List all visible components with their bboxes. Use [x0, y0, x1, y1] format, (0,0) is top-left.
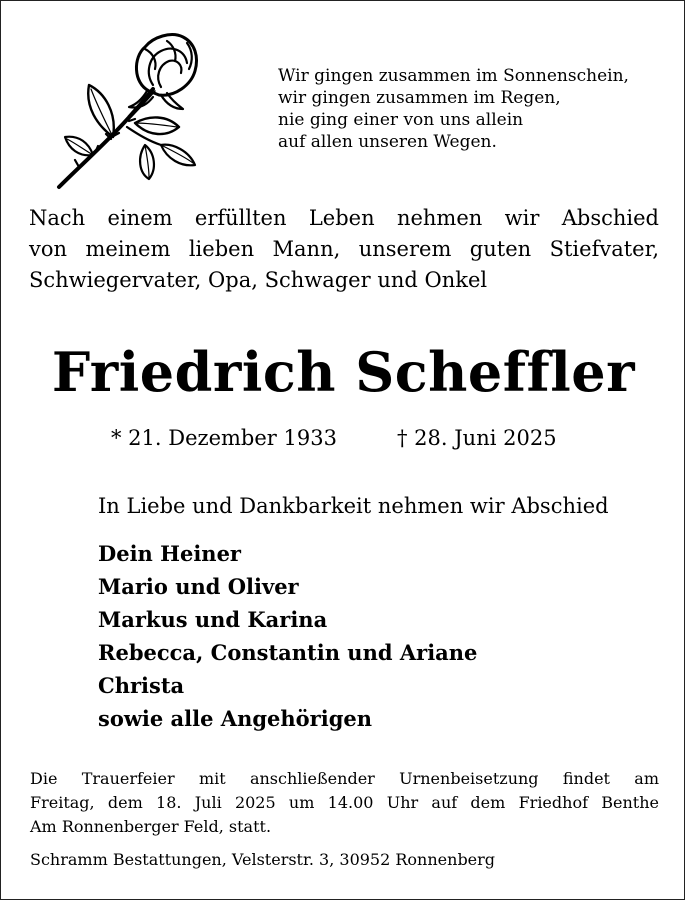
poem-line: Wir gingen zusammen im Sonnenschein,: [278, 66, 629, 86]
intro-line: Nach einem erfüllten Leben nehmen wir Abschied: [29, 206, 659, 230]
poem-line: wir gingen zusammen im Regen,: [278, 88, 561, 108]
mourner-entry: sowie alle Angehörigen: [98, 706, 373, 731]
mourner-entry: Mario und Oliver: [98, 574, 299, 599]
service-line: Freitag, dem 18. Juli 2025 um 14.00 Uhr auf dem Friedhof Benthe: [30, 793, 659, 812]
rose-icon: [49, 27, 209, 195]
service-line: Die Trauerfeier mit anschließender Urnenbeisetzung findet am: [30, 769, 659, 788]
death-date: † 28. Juni 2025: [397, 426, 557, 450]
farewell-line: In Liebe und Dankbarkeit nehmen wir Abschied: [98, 494, 609, 518]
intro-line: von meinem lieben Mann, unserem guten Stiefvater,: [29, 237, 659, 261]
poem-line: auf allen unseren Wegen.: [278, 132, 497, 152]
mourner-entry: Christa: [98, 673, 185, 698]
deceased-name: Friedrich Scheffler: [51, 340, 636, 404]
intro-line: Schwiegervater, Opa, Schwager und Onkel: [29, 268, 488, 292]
mourner-entry: Dein Heiner: [98, 541, 242, 566]
service-info: [30, 767, 659, 839]
mourners-list: [98, 537, 477, 735]
poem-line: nie ging einer von uns allein: [278, 110, 524, 130]
mourner-entry: Markus und Karina: [98, 607, 328, 632]
mourner-entry: Rebecca, Constantin und Ariane: [98, 640, 478, 665]
service-line: Am Ronnenberger Feld, statt.: [30, 817, 272, 836]
undertaker-info: Schramm Bestattungen, Velsterstr. 3, 30952 Ronnenberg: [30, 850, 496, 869]
poem: [278, 65, 629, 153]
birth-date: * 21. Dezember 1933: [111, 426, 337, 450]
intro-text: [29, 203, 659, 296]
